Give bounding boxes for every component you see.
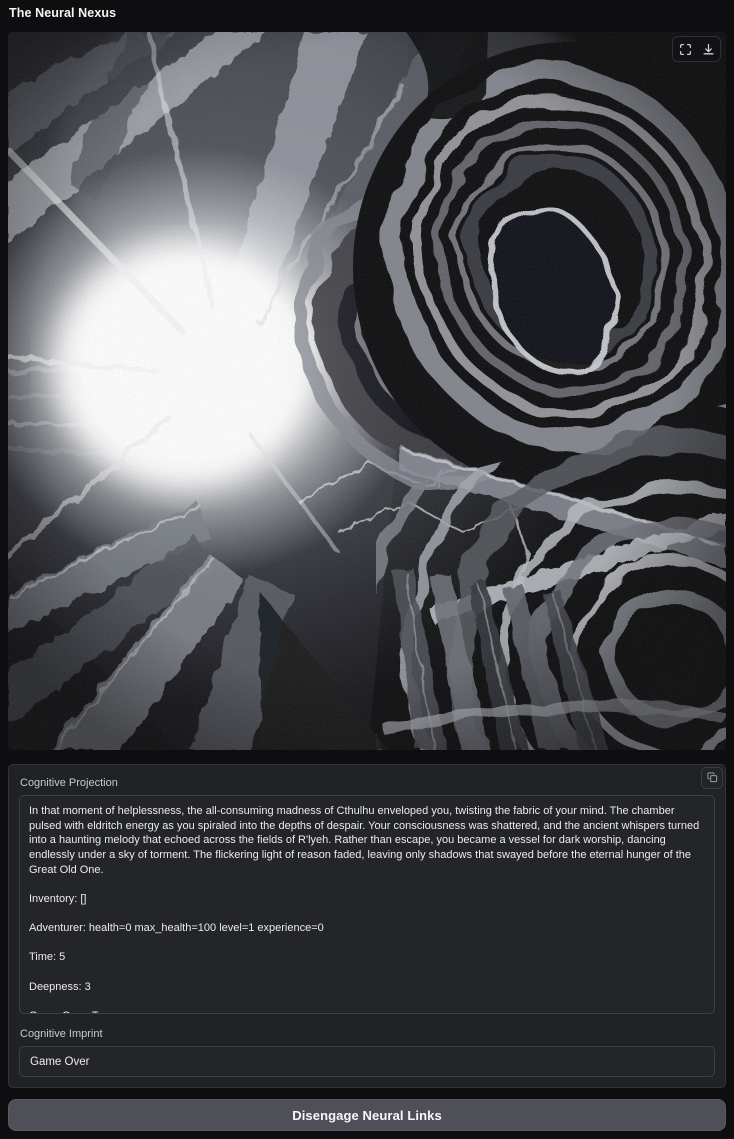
narrative-panel (8, 764, 726, 1088)
fullscreen-button[interactable] (674, 38, 696, 60)
copy-button[interactable] (701, 767, 723, 789)
scene-image[interactable] (8, 32, 726, 750)
fullscreen-icon (679, 43, 692, 56)
scene-artwork (8, 32, 726, 750)
imprint-input[interactable] (19, 1046, 715, 1077)
copy-icon (707, 771, 718, 786)
projection-label: Cognitive Projection (20, 777, 118, 789)
download-button[interactable] (697, 38, 719, 60)
projection-textarea[interactable] (19, 795, 715, 1014)
download-icon (702, 43, 715, 56)
imprint-label: Cognitive Imprint (20, 1028, 103, 1040)
page-title: The Neural Nexus (9, 6, 117, 20)
disengage-button[interactable]: Disengage Neural Links (8, 1099, 726, 1131)
image-toolbar (672, 36, 721, 62)
